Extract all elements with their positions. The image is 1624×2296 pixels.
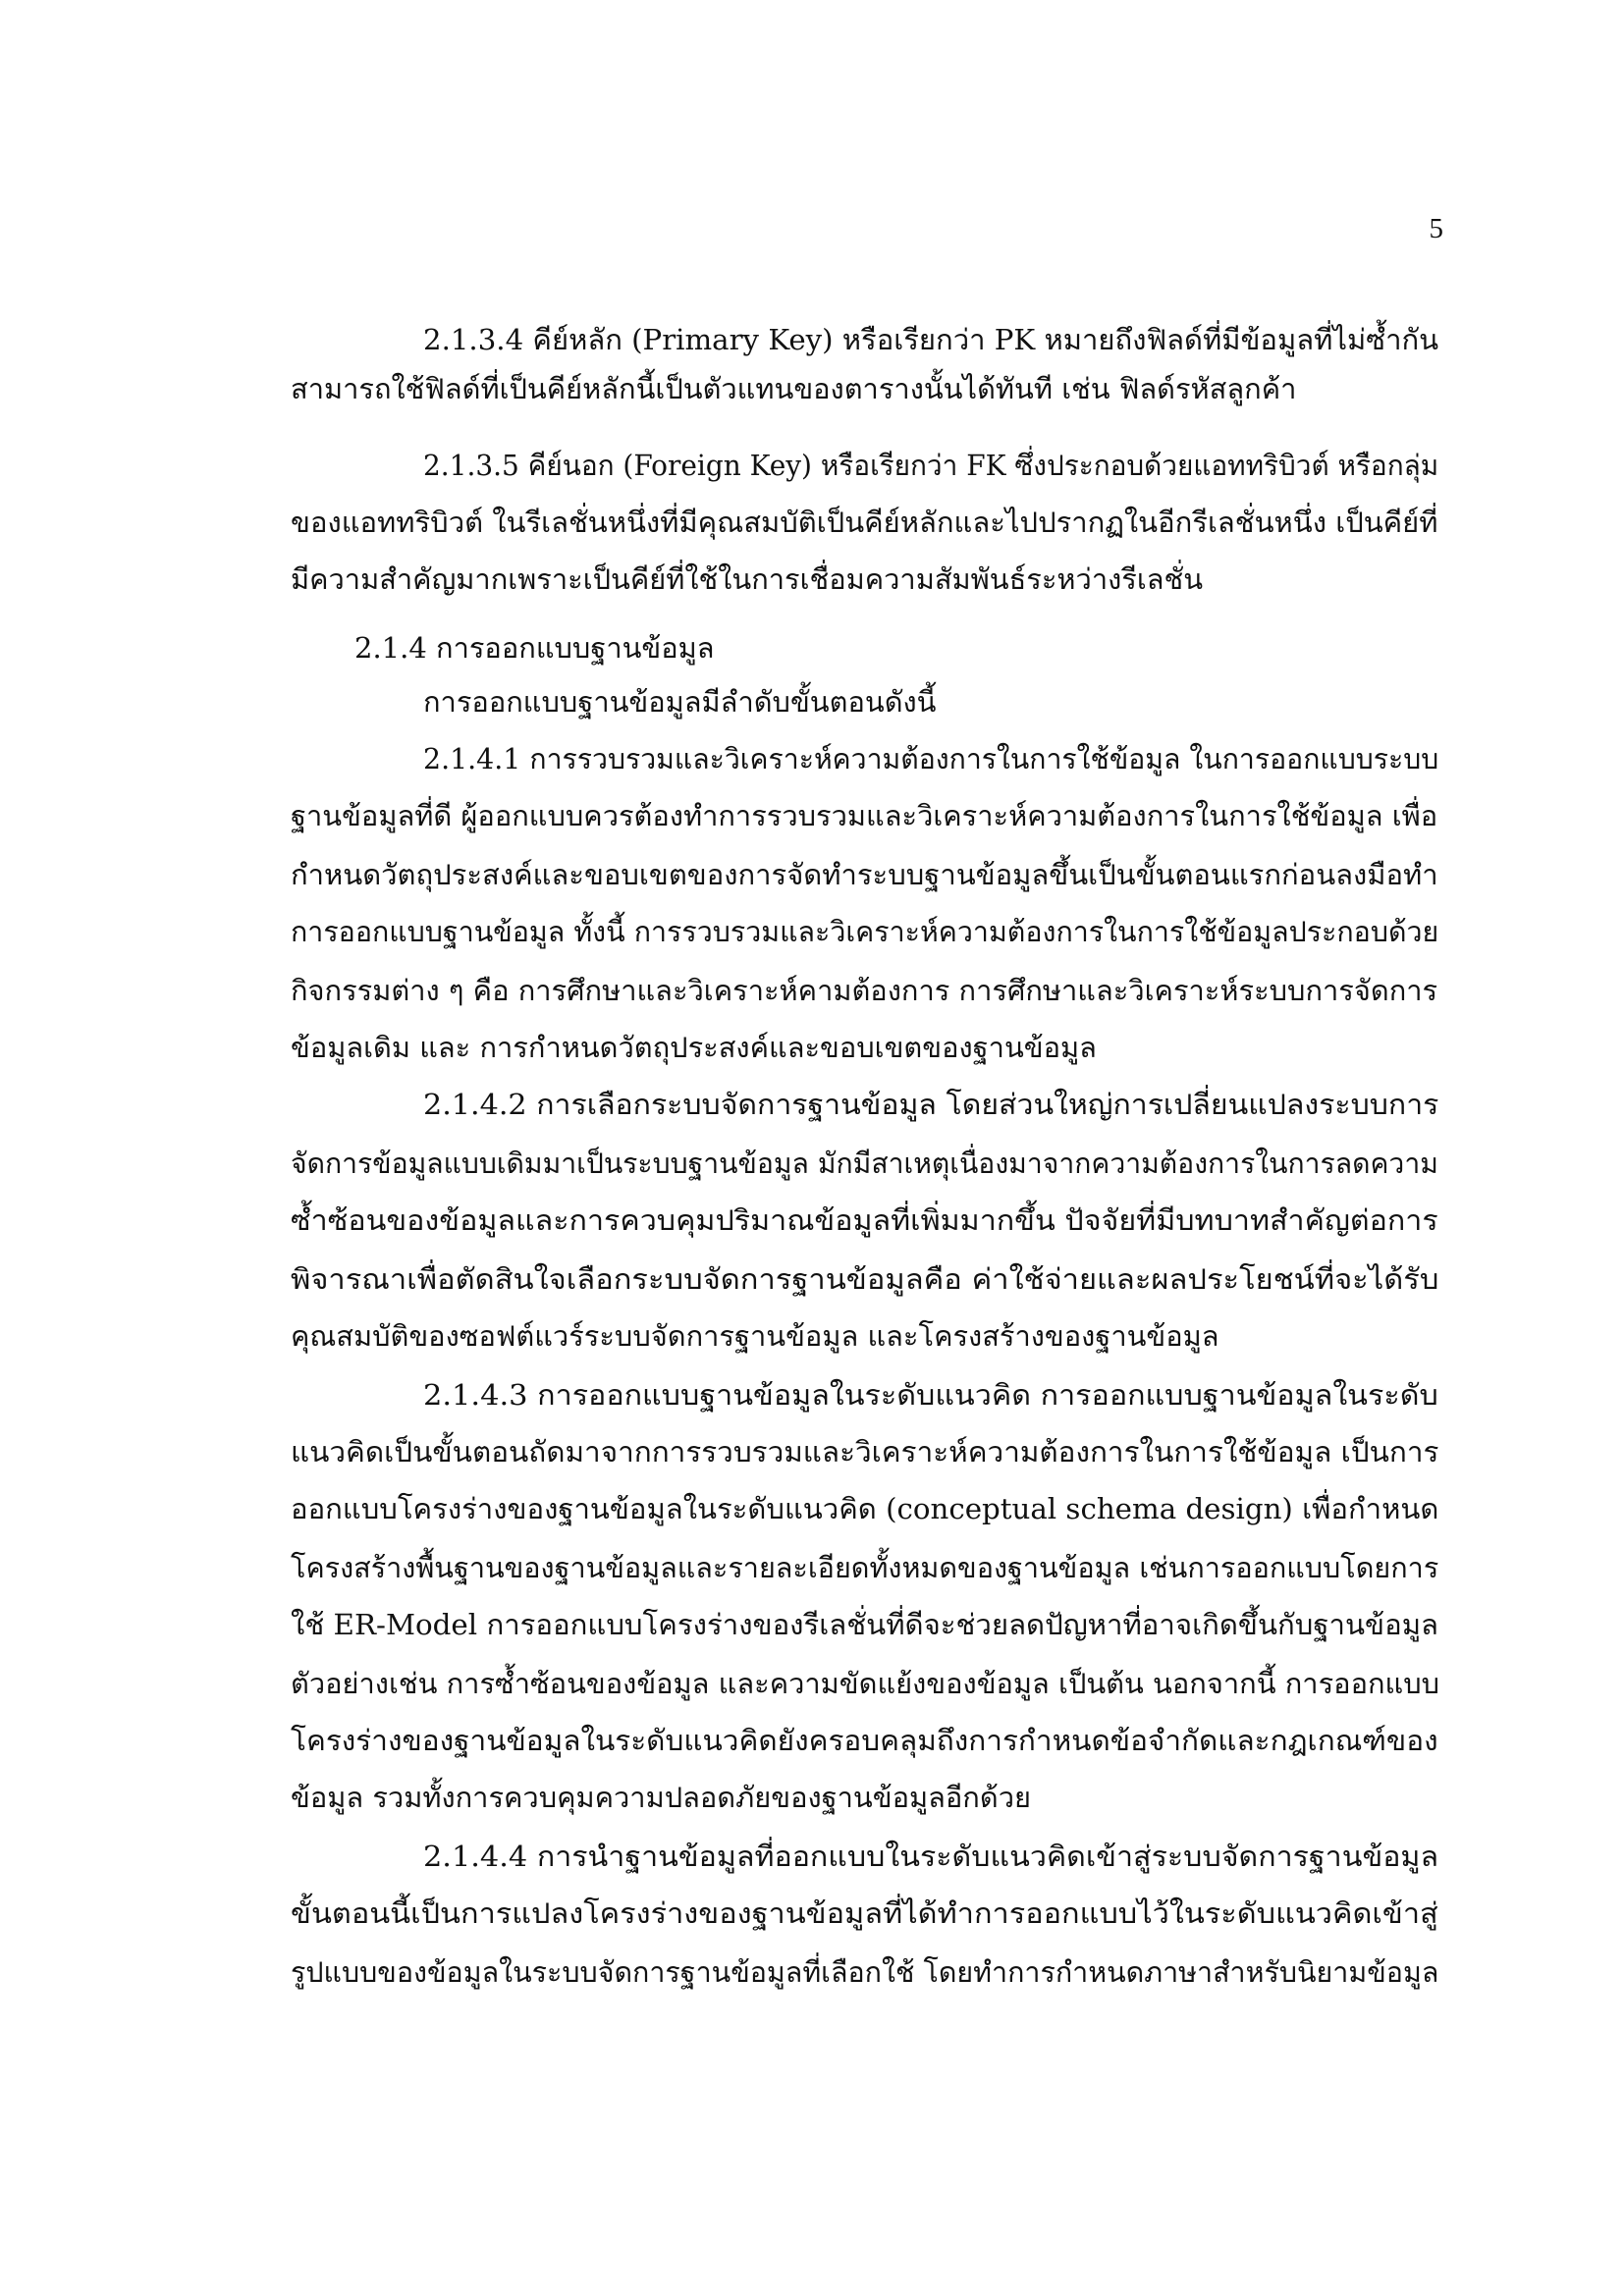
text-line: ข้อมูลเดิม และ การกำหนดวัตถุประสงค์และขอบเขตของฐานข้อมูล [291,1031,1097,1064]
text-line: แนวคิดเป็นขั้นตอนถัดมาจากการรวบรวมและวิเคราะห์ความต้องการในการใช้ข้อมูล เป็นการ [291,1435,1439,1468]
page-number: 5 [1429,213,1443,244]
text-line: ของแอททริบิวต์ ในรีเลชั่นหนึ่งที่มีคุณสมบัติเป็นคีย์หลักและไปปรากฏในอีกรีเลชั่นหนึ่ง เป็นคีย์ที่ [291,506,1438,539]
text-line: โครงร่างของฐานข้อมูลในระดับแนวคิดยังครอบคลุมถึงการกำหนดข้อจำกัดและกฎเกณฑ์ของ [291,1724,1438,1757]
text-line: 2.1.4.2 การเลือกระบบจัดการฐานข้อมูล โดยส่วนใหญ่การเปลี่ยนแปลงระบบการ [423,1088,1439,1121]
text-line: 2.1.4.4 การนำฐานข้อมูลที่ออกแบบในระดับแนวคิดเข้าสู่ระบบจัดการฐานข้อมูล [423,1840,1439,1873]
text-line: ฐานข้อมูลที่ดี ผู้ออกแบบควรต้องทำการรวบรวมและวิเคราะห์ความต้องการในการใช้ข้อมูล เพื่อ [291,799,1438,832]
text-line: พิจารณาเพื่อตัดสินใจเลือกระบบจัดการฐานข้อมูลคือ ค่าใช้จ่ายและผลประโยชน์ที่จะได้รับ [291,1262,1439,1296]
text-line: โครงสร้างพื้นฐานของฐานข้อมูลและรายละเอียดทั้งหมดของฐานข้อมูล เช่นการออกแบบโดยการ [291,1551,1439,1584]
text-line: 2.1.4 การออกแบบฐานข้อมูล [354,631,715,665]
text-line: 2.1.4.1 การรวบรวมและวิเคราะห์ความต้องการในการใช้ข้อมูล ในการออกแบบระบบ [423,742,1439,775]
text-line: กำหนดวัตถุประสงค์และขอบเขตของการจัดทำระบบฐานข้อมูลขึ้นเป็นขั้นตอนแรกก่อนลงมือทำ [291,858,1438,891]
text-line: การออกแบบฐานข้อมูลมีลำดับขั้นตอนดังนี้ [423,685,937,719]
text-line: 2.1.3.4 คีย์หลัก (Primary Key) หรือเรียกว่า PK หมายถึงฟิลด์ที่มีข้อมูลที่ไม่ซ้ำกัน [423,323,1439,356]
text-line: มีความสำคัญมากเพราะเป็นคีย์ที่ใช้ในการเชื่อมความสัมพันธ์ระหว่างรีเลชั่น [291,562,1204,596]
text-line: ใช้ ER-Model การออกแบบโครงร่างของรีเลชั่นที่ดีจะช่วยลดปัญหาที่อาจเกิดขึ้นกับฐานข้อมูล [291,1608,1439,1641]
text-line: สามารถใช้ฟิลด์ที่เป็นคีย์หลักนี้เป็นตัวแทนของตารางนั้นได้ทันที เช่น ฟิลด์รหัสลูกค้า [291,372,1297,405]
text-line: ออกแบบโครงร่างของฐานข้อมูลในระดับแนวคิด (conceptual schema design) เพื่อกำหนด [291,1492,1439,1525]
text-line: คุณสมบัติของซอฟต์แวร์ระบบจัดการฐานข้อมูล และโครงสร้างของฐานข้อมูล [291,1319,1219,1353]
text-line: รูปแบบของข้อมูลในระบบจัดการฐานข้อมูลที่เลือกใช้ โดยทำการกำหนดภาษาสำหรับนิยามข้อมูล [291,1955,1439,1989]
text-line: ข้อมูล รวมทั้งการควบคุมความปลอดภัยของฐานข้อมูลอีกด้วย [291,1781,1031,1814]
text-line: กิจกรรมต่าง ๆ คือ การศึกษาและวิเคราะห์คามต้องการ การศึกษาและวิเคราะห์ระบบการจัดการ [291,974,1438,1007]
text-line: 2.1.4.3 การออกแบบฐานข้อมูลในระดับแนวคิด การออกแบบฐานข้อมูลในระดับ [423,1378,1438,1412]
text-line: ซ้ำซ้อนของข้อมูลและการควบคุมปริมาณข้อมูลที่เพิ่มมากขึ้น ปัจจัยที่มีบทบาทสำคัญต่อการ [291,1203,1438,1237]
text-line: 2.1.3.5 คีย์นอก (Foreign Key) หรือเรียกว่า FK ซึ่งประกอบด้วยแอททริบิวต์ หรือกลุ่ม [423,449,1439,482]
text-line: จัดการข้อมูลแบบเดิมมาเป็นระบบฐานข้อมูล มักมีสาเหตุเนื่องมาจากความต้องการในการลดความ [291,1147,1438,1180]
text-line: ขั้นตอนนี้เป็นการแปลงโครงร่างของฐานข้อมูลที่ได้ทำการออกแบบไว้ในระดับแนวคิดเข้าสู่ [291,1896,1438,1930]
text-line: ตัวอย่างเช่น การซ้ำซ้อนของข้อมูล และความขัดแย้งของข้อมูล เป็นต้น นอกจากนี้ การออกแบบ [291,1667,1440,1700]
text-line: การออกแบบฐานข้อมูล ทั้งนี้ การรวบรวมและวิเคราะห์ความต้องการในการใช้ข้อมูลประกอบด้วย [291,915,1439,948]
